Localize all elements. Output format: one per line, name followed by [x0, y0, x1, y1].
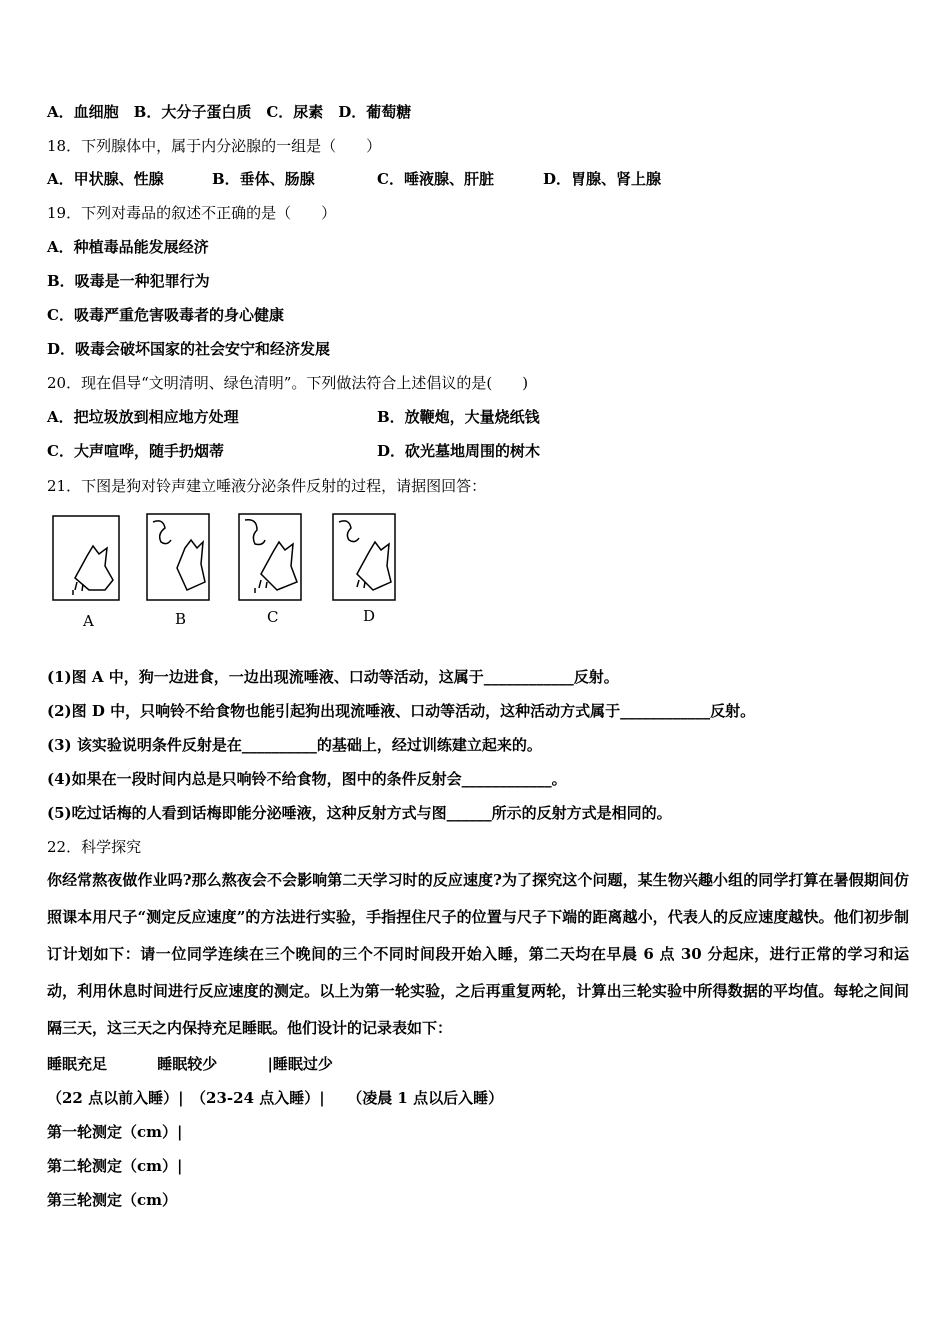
q19-option-a: A．种植毒品能发展经济 — [47, 238, 209, 256]
q17-options: A．血细胞 B．大分子蛋白质 C．尿素 D．葡萄糖 — [47, 103, 412, 121]
panel-b-frame — [147, 514, 209, 600]
bell-d-icon — [339, 521, 359, 542]
dog-b-icon — [177, 540, 205, 590]
q19-stem: 19．下列对毒品的叙述不正确的是（ ） — [47, 204, 337, 222]
q21-part-2: (2)图 D 中，只响铃不给食物也能引起狗出现流唾液、口动等活动，这种活动方式属于____________反射。 — [47, 702, 756, 720]
q20-option-a: A．把垃圾放到相应地方处理 — [47, 408, 239, 426]
q21-part-1: (1)图 A 中，狗一边进食，一边出现流唾液、口动等活动，这属于____________反射。 — [47, 668, 619, 686]
q18-option-a: A．甲状腺、性腺 — [47, 170, 164, 188]
q22-table-row-3: 第三轮测定（cm） — [47, 1191, 178, 1209]
q22-title: 22．科学探究 — [47, 838, 142, 856]
q18-stem: 18．下列腺体中，属于内分泌腺的一组是（ ） — [47, 137, 382, 155]
q20-stem: 20．现在倡导“文明清明、绿色清明”。下列做法符合上述倡议的是( ) — [47, 374, 529, 392]
figure-label-a: A — [83, 612, 94, 630]
q18-option-b: B．垂体、肠腺 — [212, 170, 315, 188]
q19-option-d: D．吸毒会破坏国家的社会安宁和经济发展 — [47, 340, 331, 358]
q22-table-subheader: （22 点以前入睡）| （23-24 点入睡）| （凌晨 1 点以后入睡） — [47, 1089, 504, 1107]
dog-d-icon — [357, 542, 391, 590]
figure-label-c: C — [267, 608, 279, 626]
q19-option-b: B．吸毒是一种犯罪行为 — [47, 272, 210, 290]
q21-part-4: (4)如果在一段时间内总是只响铃不给食物，图中的条件反射会____________。 — [47, 770, 567, 788]
q22-body: 你经常熬夜做作业吗?那么熬夜会不会影响第二天学习时的反应速度?为了探究这个问题，某生物兴趣小组的同学打算在暑假期间仿照课本用尺子“测定反应速度”的方法进行实验，手指捏住尺子的位置与尺子下端的距离越小，代表人的反应速度越快。他们初步制订计划如下：请一位同学连续在三个晚间的三个不同时间段开始入睡，第二天均在早晨 6 点 30 分起床，进行正常的学习和运动，利用休息时间进行反应速度的测定。以上为第一轮实验，之后再重复两轮，计算出三轮实验中所得数据的平均值。每轮之间间隔三天，这三天之内保持充足睡眠。他们设计的记录表如下： — [47, 871, 909, 1037]
q18-option-c: C．唾液腺、肝脏 — [377, 170, 494, 188]
q19-option-c: C．吸毒严重危害吸毒者的身心健康 — [47, 306, 284, 324]
bell-c-icon — [245, 520, 265, 545]
q21-part-3: (3) 该实验说明条件反射是在__________的基础上，经过训练建立起来的。 — [47, 736, 542, 754]
q18-option-d: D．胃腺、肾上腺 — [543, 170, 662, 188]
dog-reflex-figure — [47, 508, 407, 636]
dog-a-icon — [75, 546, 113, 590]
figure-label-b: B — [175, 610, 187, 628]
figure-label-d: D — [363, 607, 376, 625]
q20-option-c: C．大声喧哗，随手扔烟蒂 — [47, 442, 224, 460]
q20-option-d: D．砍光墓地周围的树木 — [377, 442, 541, 460]
q22-table-row-2: 第二轮测定（cm）| — [47, 1157, 183, 1175]
q22-table-header: 睡眠充足 睡眠较少 |睡眠过少 — [47, 1055, 333, 1073]
q20-option-b: B．放鞭炮，大量烧纸钱 — [377, 408, 540, 426]
bell-b-icon — [153, 521, 171, 544]
q21-part-5: (5)吃过话梅的人看到话梅即能分泌唾液，这种反射方式与图______所示的反射方式是相同的。 — [47, 804, 672, 822]
q21-stem: 21．下图是狗对铃声建立唾液分泌条件反射的过程，请据图回答： — [47, 477, 487, 495]
q22-table-row-1: 第一轮测定（cm）| — [47, 1123, 183, 1141]
